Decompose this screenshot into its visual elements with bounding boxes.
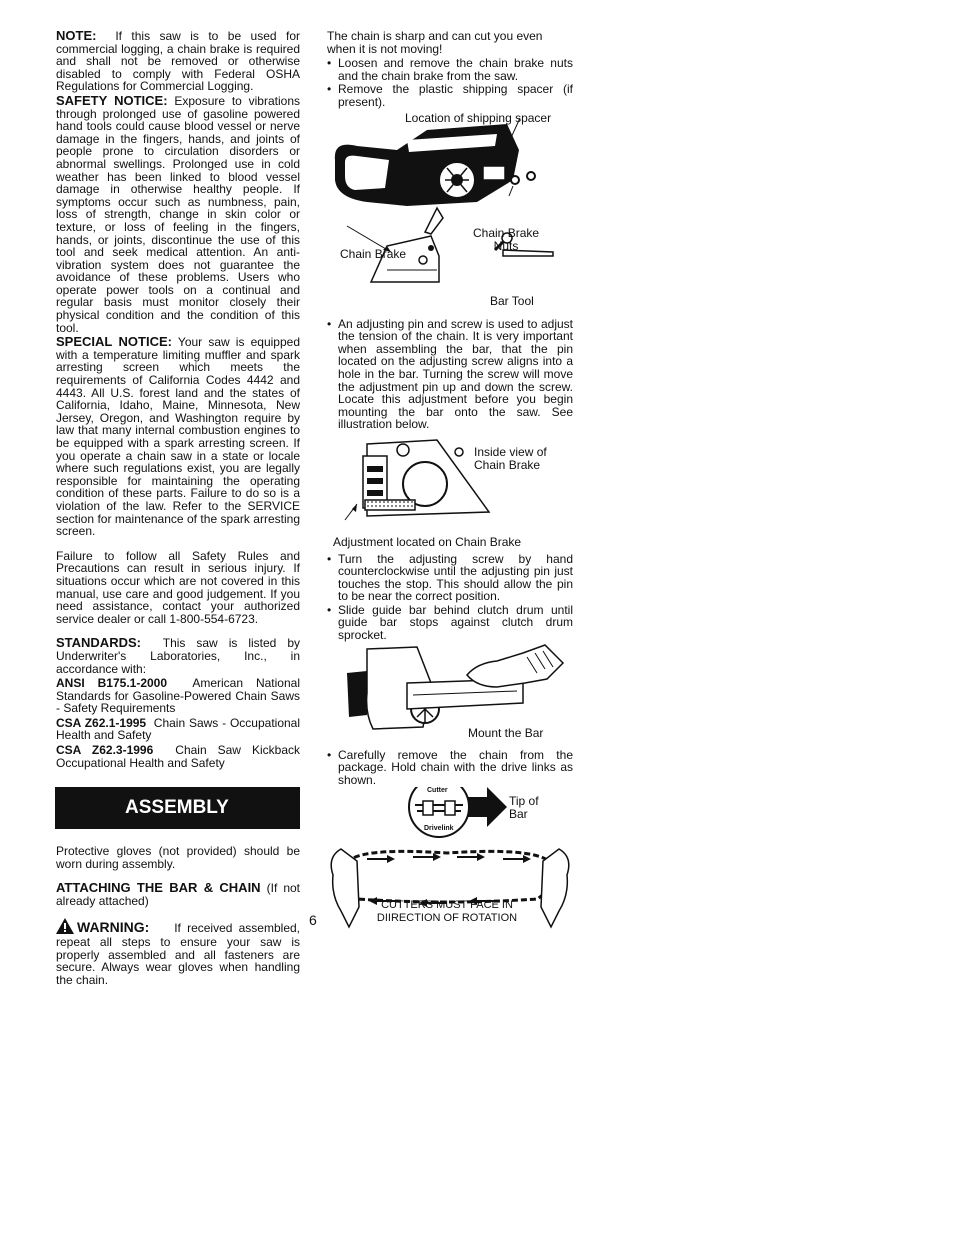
standard-ansi-code: ANSI B175.1-2000 [56, 676, 168, 691]
standards-paragraph [56, 637, 300, 675]
bullet-list-3 [327, 553, 573, 642]
label-mount-bar: Mount the Bar [468, 725, 544, 740]
chain-sharp-paragraph: The chain is sharp and can cut you even when it is not moving! [327, 29, 543, 56]
chain-saw-illustration [327, 110, 573, 314]
special-notice-paragraph [56, 336, 300, 538]
bullet-slide-bar: • Slide guide bar behind clutch drum until guide bar stops against clutch drum sprocket. [327, 604, 573, 642]
page-number: 6 [309, 912, 317, 928]
special-notice-heading: SPECIAL NOTICE: [56, 334, 172, 350]
label-shipping-spacer: Location of shipping spacer [405, 110, 552, 125]
right-column [327, 30, 573, 937]
label-bar-tool: Bar Tool [490, 293, 534, 308]
label-adjustment-location: Adjustment located on Chain Brake [333, 534, 522, 549]
safety-notice-text: Exposure to vibrations through prolonged use of gasoline powered hand tools could cause blood vessel or nerve damage in the fingers, hands, and joints of people prone to circulation disorders or abnormal swellings. Prolonged use in cold weather has been linked to blood vessel damage in otherwise healthy people. If symptoms occur such as numbness, pain, loss of strength, change in skin color or texture, or loss of feeling in the fingers, hands, or joints, discontinue the use of this tool and seek medical attention. An anti-vibration system does not guarantee the avoidance of these problems. Users who operate power tools on a continual and regular basis must monitor closely their physical condition and the condition of this tool. [56, 93, 300, 335]
label-inside-view-line2: Chain Brake [474, 457, 541, 472]
note-heading: NOTE: [56, 28, 97, 43]
standard-csa-2-code: CSA Z62.3-1996 [56, 743, 154, 758]
attach-paragraph [56, 882, 300, 907]
attach-heading: ATTACHING THE BAR & CHAIN [56, 880, 261, 896]
bullet-adjusting-pin: • An adjusting pin and screw is used to adjust the tension of the chain. It is very important when assembling the bar, that the pin located on the adjusting screw aligns into a hole in the bar. Turning the screw will move the adjustment pin up and down the screw. Locate this adjustment before you begin mounting the bar onto the saw. See illustration below. [327, 318, 573, 431]
standard-csa-1-code: CSA Z62.1-1995 [56, 715, 147, 730]
label-cutters-direction-line2: DIIRECTION OF ROTATION [376, 912, 518, 925]
standards-heading: STANDARDS: [56, 635, 141, 651]
label-cutter: Cutter [427, 787, 448, 795]
label-chain-brake: Chain Brake [340, 246, 407, 261]
attach-subheading: (If not already attached) [56, 881, 301, 909]
bullet-loosen-brake: • Loosen and remove the chain brake nuts and the chain brake from the saw. [327, 57, 573, 82]
label-tip-of-bar-line1: Tip of [509, 794, 539, 809]
note-text: If this saw is to be used for commercial logging, a chain brake is required and shall not be removed or otherwise disabled to comply with Federal OSHA Regulations for Commercial Logging. [56, 29, 300, 94]
standard-ansi-text: American National Standards for Gasoline-Powered Chain Saws - Safety Requirements [56, 676, 300, 716]
safety-notice-paragraph [56, 92, 300, 335]
standard-csa-2 [56, 744, 300, 769]
bullet-list-2 [327, 318, 573, 431]
label-chain-brake-nuts-line2: Nuts [493, 238, 519, 253]
label-tip-of-bar-line2: Bar [509, 807, 528, 822]
gloves-paragraph: Protective gloves (not provided) should be worn during assembly. [56, 844, 300, 871]
warning-text: If received assembled, repeat all steps to ensure your saw is properly assembled and all fasteners are secure. Always wear gloves when handling the chain. [56, 920, 301, 987]
standard-csa-1-text: Chain Saws - Occupational Health and Safety [56, 715, 301, 743]
standards-text: This saw is listed by Underwriter's Laboratories, Inc., in accordance with: [56, 636, 301, 676]
warning-paragraph [56, 918, 300, 987]
failure-paragraph: Failure to follow all Safety Rules and Precautions can result in serious injury. If situations occur which are not covered in this manual, use care and good judgement. If you need assistance, contact your authorized service dealer or call 1-800-554-6723. [56, 548, 300, 626]
label-chain-brake-nuts [473, 227, 539, 253]
label-drivelink: Drivelink [424, 825, 454, 833]
bullet-remove-chain: • Carefully remove the chain from the package. Hold chain with the drive links as shown. [327, 749, 573, 787]
special-notice-text: Your saw is equipped with a temperature limiting muffler and spark arresting screen which meets the requirements of California Codes 4442 and 4443. All U.S. forest land and the states of California, Idaho, Maine, Minnesota, New Jersey, Oregon, and Washington require by law that many internal combustion engines to be equipped with a spark arresting screen. If you operate a chain saw in a state or locale where such regulations exist, you are legally responsible for maintaining the operating condition of these parts. Failure to do so is a violation of the law. Refer to the SERVICE section for maintenance of the spark arresting screen. [56, 335, 300, 539]
warning-triangle-icon [56, 918, 74, 937]
label-tip-of-bar [509, 795, 539, 821]
standard-csa-2-text: Chain Saw Kickback Occupational Health and Safety [56, 743, 300, 770]
standard-ansi [56, 677, 300, 715]
figure-mount-bar [327, 643, 573, 741]
left-column [56, 30, 300, 989]
warning-heading: WARNING: [77, 918, 150, 935]
figure-chain-brake-removal [327, 110, 573, 314]
bullet-turn-screw: • Turn the adjusting screw by hand counterclockwise until the adjusting pin just touches the stop. This should allow the pin to be near the correct position. [327, 553, 573, 603]
assembly-banner: ASSEMBLY [55, 787, 300, 829]
label-cutters-direction [357, 899, 537, 925]
label-cutters-direction-line1: CUTTERS MUST FACE IN [381, 899, 513, 912]
bullet-list-4 [327, 749, 573, 787]
label-chain-brake-nuts-line1: Chain Brake [473, 225, 540, 240]
figure-chain-direction [327, 787, 573, 937]
label-inside-view [474, 446, 547, 472]
bullet-list-1 [327, 57, 573, 108]
safety-notice-heading: SAFETY NOTICE: [56, 92, 168, 108]
note-paragraph [56, 30, 300, 93]
bullet-remove-spacer: • Remove the plastic shipping spacer (if present). [327, 83, 573, 108]
standard-csa-1 [56, 717, 300, 742]
figure-inside-chain-brake [327, 432, 573, 536]
label-inside-view-line1: Inside view of [474, 444, 547, 459]
